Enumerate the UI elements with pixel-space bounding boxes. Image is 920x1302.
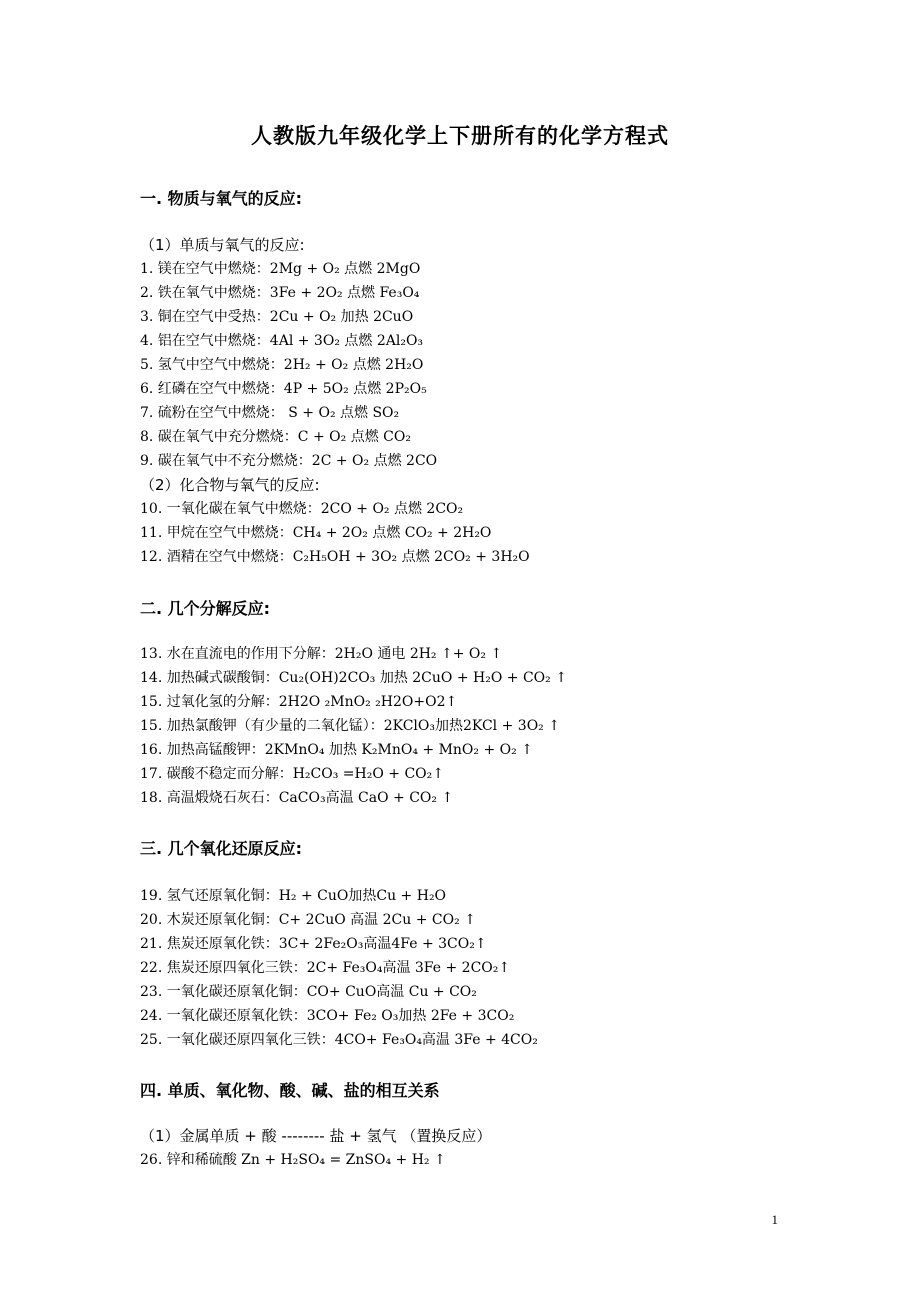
- section-4-body: [140, 1124, 880, 1172]
- equation-line: 21. 焦炭还原氧化铁：3C+ 2Fe₂O₃高温4Fe + 3CO₂↑: [140, 936, 487, 952]
- equation-line: 11. 甲烷在空气中燃烧：CH₄ + 2O₂ 点燃 CO₂ + 2H₂O: [140, 525, 492, 541]
- equation-line: 5. 氢气中空气中燃烧：2H₂ + O₂ 点燃 2H₂O: [140, 357, 424, 373]
- equation-line: 2. 铁在氧气中燃烧：3Fe + 2O₂ 点燃 Fe₃O₄: [140, 285, 420, 301]
- equation-line: 15. 过氧化氢的分解：2H2O ₂MnO₂ ₂H2O+O2↑: [140, 694, 458, 710]
- equation-line: 20. 木炭还原氧化铜：C+ 2CuO 高温 2Cu + CO₂ ↑: [140, 912, 476, 928]
- section-heading-1: 一. 物质与氧气的反应:: [140, 189, 303, 208]
- equation-line: 13. 水在直流电的作用下分解：2H₂O 通电 2H₂ ↑+ O₂ ↑: [140, 646, 503, 662]
- subheading: （2）化合物与氧气的反应:: [140, 476, 320, 494]
- equation-line: 1. 镁在空气中燃烧：2Mg + O₂ 点燃 2MgO: [140, 261, 421, 277]
- equation-line: 15. 加热氯酸钾（有少量的二氧化锰）：2KClO₃加热2KCl + 3O₂ ↑: [140, 718, 560, 734]
- section-heading-3: 三. 几个氧化还原反应:: [140, 839, 303, 858]
- equation-line: 14. 加热碱式碳酸铜：Cu₂(OH)2CO₃ 加热 2CuO + H₂O + CO₂ ↑: [140, 670, 567, 686]
- equation-line: 24. 一氧化碳还原氧化铁：3CO+ Fe₂ O₃加热 2Fe + 3CO₂: [140, 1008, 515, 1024]
- document-title: 人教版九年级化学上下册所有的化学方程式: [251, 124, 669, 148]
- page-number: 1: [771, 1212, 778, 1227]
- equation-line: 3. 铜在空气中受热：2Cu + O₂ 加热 2CuO: [140, 309, 414, 325]
- equation-line: 22. 焦炭还原四氧化三铁：2C+ Fe₃O₄高温 3Fe + 2CO₂↑: [140, 960, 511, 976]
- section-1-body: [140, 233, 880, 569]
- equation-line: 8. 碳在氧气中充分燃烧：C + O₂ 点燃 CO₂: [140, 429, 411, 445]
- equation-line: 6. 红磷在空气中燃烧：4P + 5O₂ 点燃 2P₂O₅: [140, 381, 427, 397]
- equation-line: 17. 碳酸不稳定而分解：H₂CO₃ =H₂O + CO₂↑: [140, 766, 444, 782]
- section-heading-2: 二. 几个分解反应:: [140, 599, 271, 618]
- subheading: （1）单质与氧气的反应:: [140, 236, 305, 254]
- equation-line: 16. 加热高锰酸钾：2KMnO₄ 加热 K₂MnO₄ + MnO₂ + O₂ ↑: [140, 742, 533, 758]
- equation-line: 23. 一氧化碳还原氧化铜：CO+ CuO高温 Cu + CO₂: [140, 984, 477, 1000]
- equation-line: 10. 一氧化碳在氧气中燃烧：2CO + O₂ 点燃 2CO₂: [140, 501, 464, 517]
- section-heading-4: 四. 单质、氧化物、酸、碱、盐的相互关系: [140, 1081, 440, 1100]
- equation-line: 19. 氢气还原氧化铜：H₂ + CuO加热Cu + H₂O: [140, 888, 447, 904]
- equation-line: 4. 铝在空气中燃烧：4Al + 3O₂ 点燃 2Al₂O₃: [140, 333, 424, 349]
- equation-line: 9. 碳在氧气中不充分燃烧：2C + O₂ 点燃 2CO: [140, 453, 438, 469]
- equation-line: 7. 硫粉在空气中燃烧： S + O₂ 点燃 SO₂: [140, 405, 400, 421]
- section-3-body: [140, 884, 880, 1052]
- equation-line: 12. 酒精在空气中燃烧：C₂H₅OH + 3O₂ 点燃 2CO₂ + 3H₂O: [140, 549, 530, 565]
- section-2-body: [140, 642, 880, 810]
- equation-line: 25. 一氧化碳还原四氧化三铁：4CO+ Fe₃O₄高温 3Fe + 4CO₂: [140, 1032, 538, 1048]
- subheading: （1）金属单质 + 酸 -------- 盐 + 氢气 （置换反应）: [140, 1127, 492, 1145]
- equation-line: 18. 高温煅烧石灰石：CaCO₃高温 CaO + CO₂ ↑: [140, 790, 454, 806]
- equation-line: 26. 锌和稀硫酸 Zn + H₂SO₄ = ZnSO₄ + H₂ ↑: [140, 1152, 446, 1168]
